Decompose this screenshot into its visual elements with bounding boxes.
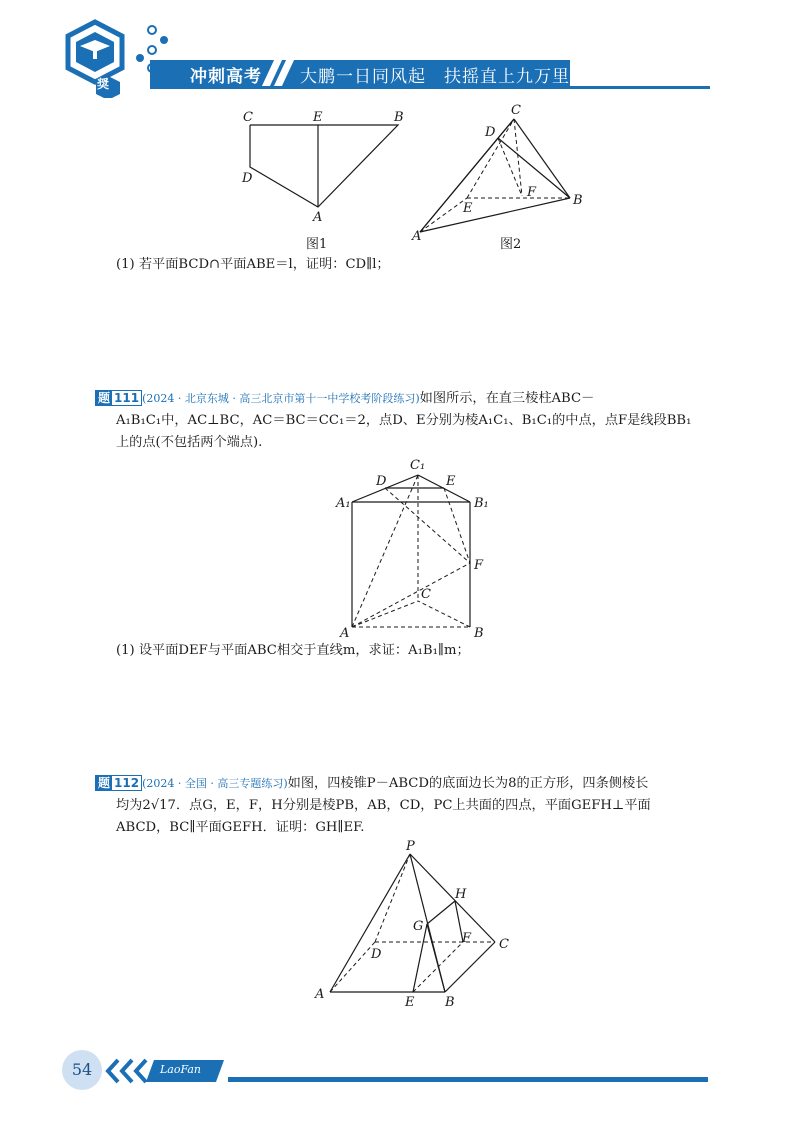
- q111-tag-number: 111: [114, 391, 140, 405]
- svg-text:D: D: [371, 947, 382, 962]
- svg-text:A: A: [340, 626, 350, 641]
- q111-line1: 如图所示，在直三棱柱ABC－: [419, 391, 595, 406]
- svg-text:C: C: [243, 110, 253, 125]
- q111-source: (2024 · 北京东城 · 高三北京市第十一中学校考阶段练习): [142, 392, 420, 405]
- section-title: 冲刺高考: [190, 67, 262, 87]
- q112-tag: [95, 775, 142, 791]
- svg-text:A: A: [313, 210, 323, 225]
- svg-text:F: F: [462, 931, 472, 946]
- footer-brand: LaoFan: [160, 1063, 202, 1076]
- svg-text:B: B: [445, 995, 455, 1010]
- q112-tag-label: 题: [98, 776, 111, 790]
- q112-line2: 均为2√17．点G，E，F，H分别是棱PB，AB，CD，PC上共面的四点，平面GEFH⊥平面: [116, 798, 651, 813]
- q112-line1: 如图，四棱锥P－ABCD的底面边长为8的正方形，四条侧棱长: [287, 776, 649, 791]
- svg-text:F: F: [527, 185, 537, 200]
- footer-line: [228, 1077, 708, 1082]
- svg-text:A: A: [412, 229, 422, 244]
- figure-1-caption: 图1: [306, 237, 328, 252]
- header-slogan: 大鹏一日同风起 扶摇直上九万里: [300, 67, 570, 87]
- svg-text:C: C: [499, 937, 509, 952]
- svg-text:H: H: [455, 887, 467, 902]
- svg-text:A: A: [315, 987, 325, 1002]
- svg-text:C: C: [511, 103, 521, 118]
- svg-text:G: G: [413, 919, 424, 934]
- svg-text:D: D: [485, 125, 496, 140]
- q111-tag-label: 题: [98, 391, 111, 405]
- svg-text:C₁: C₁: [410, 458, 426, 473]
- figure-1: [230, 105, 430, 235]
- q112-source: (2024 · 全国 · 高三专题练习): [142, 777, 288, 790]
- svg-text:D: D: [376, 474, 387, 489]
- q110-part1: (1) 若平面BCD∩平面ABE＝l，证明：CD∥l；: [116, 257, 390, 272]
- svg-text:D: D: [242, 171, 253, 186]
- svg-text:E: E: [405, 995, 415, 1010]
- figure-2: [410, 100, 600, 245]
- pyramid-figure: [305, 838, 525, 1013]
- svg-text:B₁: B₁: [474, 496, 489, 511]
- svg-text:C: C: [421, 587, 431, 602]
- svg-text:A₁: A₁: [336, 496, 351, 511]
- q111-line2: A₁B₁C₁中，AC⊥BC，AC＝BC＝CC₁＝2，点D、E分别为棱A₁C₁、B₁C₁的中点，点F是线段BB₁: [116, 413, 692, 428]
- svg-text:F: F: [474, 558, 484, 573]
- svg-text:P: P: [406, 839, 415, 854]
- q112-tag-number: 112: [114, 776, 140, 790]
- svg-text:E: E: [463, 201, 473, 216]
- page-number: 54: [62, 1050, 102, 1090]
- svg-text:B: B: [474, 626, 484, 641]
- prism-figure: [330, 455, 500, 645]
- svg-text:B: B: [573, 193, 583, 208]
- badge-char: 奨: [97, 77, 110, 91]
- svg-text:E: E: [446, 474, 456, 489]
- svg-text:B: B: [394, 110, 404, 125]
- q111-block: [95, 388, 715, 410]
- q111-tag: [95, 390, 142, 406]
- q112-line3: ABCD，BC∥平面GEFH．证明：GH∥EF.: [116, 820, 365, 835]
- q111-line3: 上的点(不包括两个端点).: [116, 435, 263, 450]
- svg-text:E: E: [313, 110, 323, 125]
- q111-part1: (1) 设平面DEF与平面ABC相交于直线m，求证：A₁B₁∥m；: [116, 643, 470, 658]
- figure-2-caption: 图2: [500, 237, 522, 252]
- q112-block: [95, 773, 715, 795]
